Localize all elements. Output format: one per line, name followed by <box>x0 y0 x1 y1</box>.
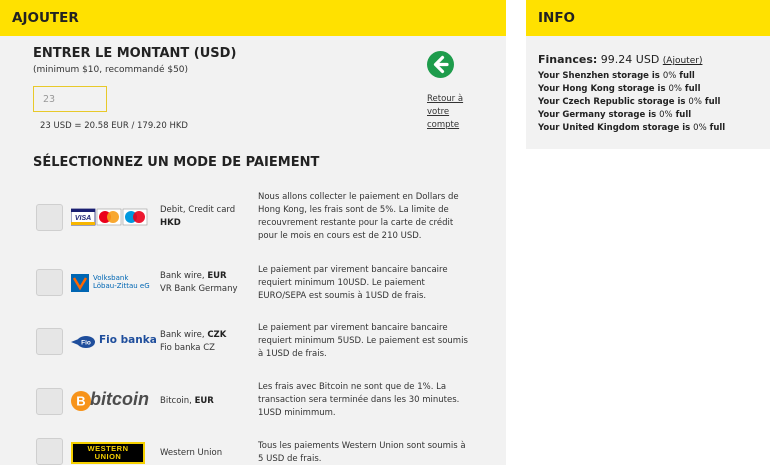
method-volksbank-label: Bank wire, EUR VR Bank Germany <box>160 271 238 294</box>
storage-line: Your Hong Kong storage is 0% full <box>538 84 701 94</box>
finances-value: 99.24 USD <box>600 53 660 66</box>
method-western-union-label: Western Union <box>160 448 223 458</box>
storage-line: Your United Kingdom storage is 0% full <box>538 123 726 133</box>
conversion-text: 23 USD = 20.58 EUR / 179.20 HKD <box>40 121 188 131</box>
method-card-label: Debit, Credit card HKD <box>160 205 236 228</box>
bitcoin-logo: B bitcoin <box>71 389 151 413</box>
finances-label: Finances: <box>538 53 598 66</box>
volksbank-logo: Volksbank Löbau-Zittau eG <box>71 273 151 293</box>
amount-input[interactable] <box>33 86 107 112</box>
method-volksbank-description: Le paiement par virement bancaire bancaire requiert minimum 10USD. Le paiement EURO/SEPA est soumis à 1USD de frais. <box>258 265 448 301</box>
method-bitcoin-label: Bitcoin, EUR <box>160 396 214 406</box>
storage-line: Your Shenzhen storage is 0% full <box>538 71 695 81</box>
method-fio-description: Le paiement par virement bancaire bancaire requiert minimum 5USD. Le paiement est soumis à 1USD de frais. <box>258 323 468 359</box>
fio-banka-logo: Fio Fio banka <box>71 333 151 351</box>
add-funds-header: AJOUTER <box>0 0 506 36</box>
finances-line <box>538 53 702 66</box>
storage-line: Your Czech Republic storage is 0% full <box>538 97 721 107</box>
method-bitcoin-description: Les frais avec Bitcoin ne sont que de 1%. La transaction sera terminée dans les 30 minutes. 1USD minimmum. <box>258 382 460 418</box>
method-checkbox-western-union[interactable] <box>36 438 63 465</box>
back-to-account-link[interactable]: Retour à votre compte <box>427 94 464 130</box>
back-arrow-icon[interactable] <box>427 51 454 78</box>
info-header: INFO <box>526 0 770 36</box>
method-checkbox-card[interactable] <box>36 204 63 231</box>
method-checkbox-fio[interactable] <box>36 328 63 355</box>
svg-text:B: B <box>76 393 86 409</box>
svg-text:Fio: Fio <box>81 339 91 347</box>
visa-mastercard-maestro-logo <box>71 208 149 226</box>
method-fio-label: Bank wire, CZK Fio banka CZ <box>160 330 227 353</box>
method-checkbox-volksbank[interactable] <box>36 269 63 296</box>
storage-line: Your Germany storage is 0% full <box>538 110 692 120</box>
method-western-union-description: Tous les paiements Western Union sont soumis à 5 USD de frais. <box>258 441 466 464</box>
payment-method-title: SÉLECTIONNEZ UN MODE DE PAIEMENT <box>33 155 320 170</box>
svg-text:VISA: VISA <box>74 215 92 222</box>
method-card-description: Nous allons collecter le paiement en Dollars de Hong Kong, les frais sont de 5%. La limite de recouvrement restante pour la carte de crédit pour le mois en cours est de 210 USD. <box>258 192 459 241</box>
western-union-logo: WESTERN UNION <box>71 442 145 464</box>
amount-title: ENTRER LE MONTANT (USD) <box>33 46 237 61</box>
method-checkbox-bitcoin[interactable] <box>36 388 63 415</box>
amount-subtitle: (minimum $10, recommandé $50) <box>33 65 189 75</box>
add-funds-link[interactable]: (Ajouter) <box>662 56 703 66</box>
